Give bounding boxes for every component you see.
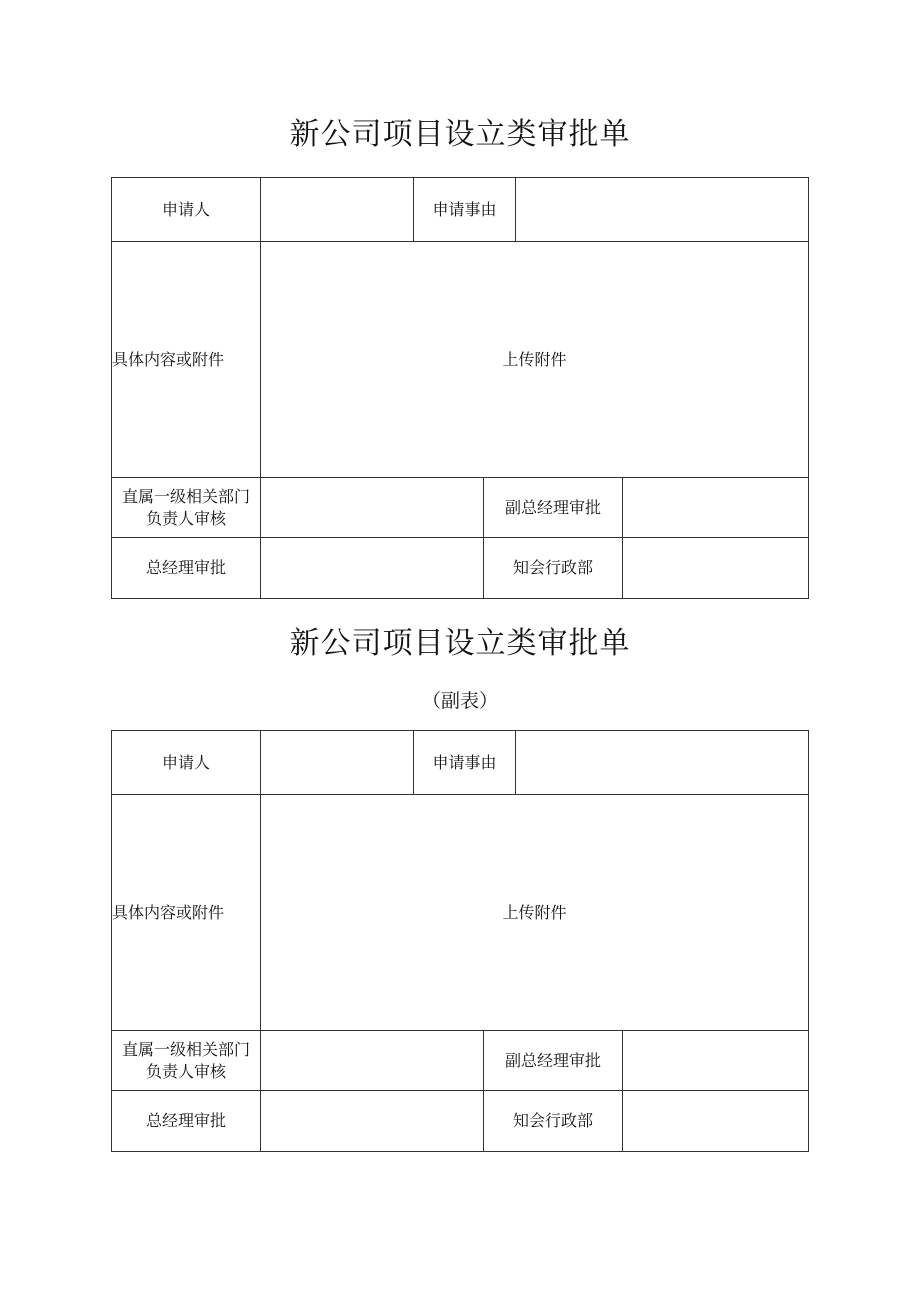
- dept-head-field[interactable]: [261, 1031, 483, 1091]
- gm-approval-field[interactable]: [261, 538, 483, 598]
- dept-head-label-line1: 直属一级相关部门: [121, 1040, 250, 1059]
- applicant-label: 申请人: [161, 752, 210, 772]
- dept-head-label: [111, 478, 261, 538]
- approval-form: [111, 177, 809, 599]
- admin-notify-label: 知会行政部: [512, 558, 593, 577]
- applicant-field[interactable]: [261, 177, 413, 242]
- content-label: 具体内容或附件: [112, 349, 225, 369]
- admin-notify-field[interactable]: [623, 1091, 808, 1151]
- dept-head-label-line2: 负责人审核: [145, 1062, 226, 1081]
- applicant-field[interactable]: [261, 730, 413, 795]
- upload-attachment[interactable]: 上传附件: [502, 349, 567, 369]
- upload-attachment[interactable]: 上传附件: [502, 902, 567, 922]
- dept-head-field[interactable]: [261, 478, 483, 538]
- admin-notify-field[interactable]: [623, 538, 808, 598]
- dept-head-label-line1: 直属一级相关部门: [121, 487, 250, 506]
- vp-approval-field[interactable]: [623, 478, 808, 538]
- reason-field[interactable]: [516, 730, 808, 795]
- vp-approval-field[interactable]: [623, 1031, 808, 1091]
- reason-label: 申请事由: [432, 752, 497, 772]
- reason-field[interactable]: [516, 177, 808, 242]
- form-title: 新公司项目设立类审批单: [289, 626, 631, 661]
- vp-approval-label: 副总经理审批: [504, 1051, 601, 1070]
- admin-notify-label: 知会行政部: [512, 1111, 593, 1130]
- dept-head-label: [111, 1031, 261, 1091]
- applicant-label: 申请人: [161, 199, 210, 219]
- approval-form-appendix: [111, 730, 809, 1152]
- content-label: 具体内容或附件: [112, 902, 225, 922]
- gm-approval-label: 总经理审批: [145, 1111, 226, 1130]
- gm-approval-label: 总经理审批: [145, 558, 226, 577]
- dept-head-label-line2: 负责人审核: [145, 509, 226, 528]
- vp-approval-label: 副总经理审批: [504, 498, 601, 517]
- reason-label: 申请事由: [432, 199, 497, 219]
- form-title: 新公司项目设立类审批单: [289, 117, 631, 152]
- form-subtitle: （副表）: [421, 690, 498, 712]
- gm-approval-field[interactable]: [261, 1091, 483, 1151]
